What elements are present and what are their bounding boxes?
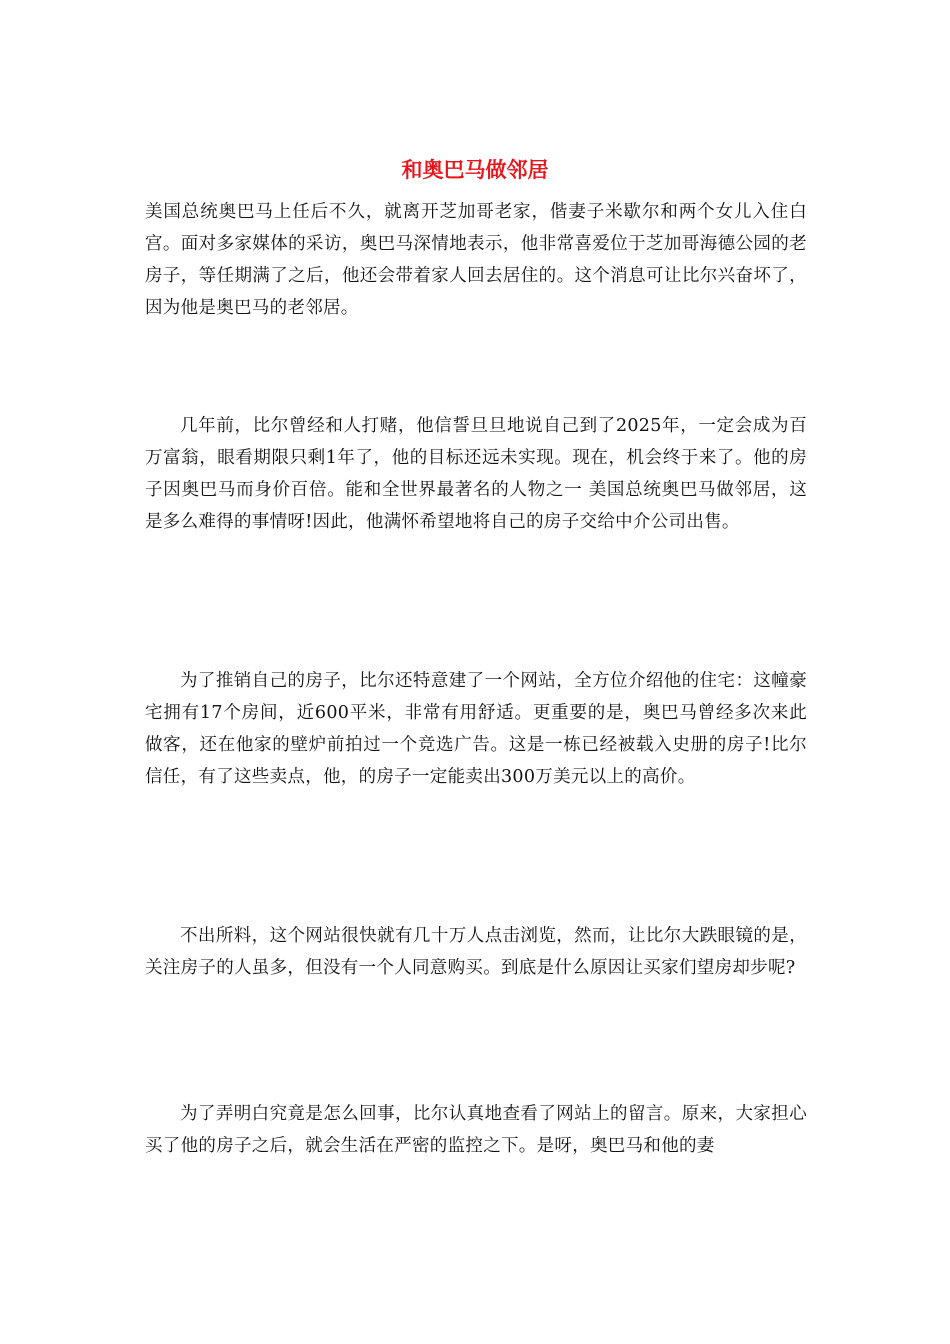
paragraph-2: 几年前，比尔曾经和人打赌，他信誓旦旦地说自己到了2025年，一定会成为百万富翁，眼看期限只剩1年了，他的目标还远未实现。现在，机会终于来了。他的房子因奥巴马而身价百倍。能和全世界最著名的人物之一 美国总统奥巴马做邻居，这是多么难得的事情呀!因此，他满怀希望地将自己的房子交给中介公司出售。 xyxy=(145,416,807,532)
paragraph-4: 不出所料，这个网站很快就有几十万人点击浏览，然而，让比尔大跌眼镜的是，关注房子的人虽多，但没有一个人同意购买。到底是什么原因让买家们望房却步呢? xyxy=(145,926,807,978)
paragraph-5: 为了弄明白究竟是怎么回事，比尔认真地查看了网站上的留言。原来，大家担心买了他的房子之后，就会生活在严密的监控之下。是呀，奥巴马和他的妻 xyxy=(145,1104,807,1156)
paragraph-1: 美国总统奥巴马上任后不久，就离开芝加哥老家，偕妻子米歇尔和两个女儿入住白宫。面对多家媒体的采访，奥巴马深情地表示，他非常喜爱位于芝加哥海德公园的老房子，等任期满了之后，他还会带着家人回去居住的。这个消息可让比尔兴奋坏了，因为他是奥巴马的老邻居。 xyxy=(145,202,807,318)
paragraph-3: 为了推销自己的房子，比尔还特意建了一个网站，全方位介绍他的住宅：这幢豪宅拥有17个房间，近600平米，非常有用舒适。更重要的是，奥巴马曾经多次来此做客，还在他家的壁炉前拍过一个竞选广告。这是一栋已经被载入史册的房子!比尔信任，有了这些卖点，他，的房子一定能卖出300万美元以上的高价。 xyxy=(145,671,807,787)
page-title: 和奥巴马做邻居 xyxy=(401,157,549,182)
